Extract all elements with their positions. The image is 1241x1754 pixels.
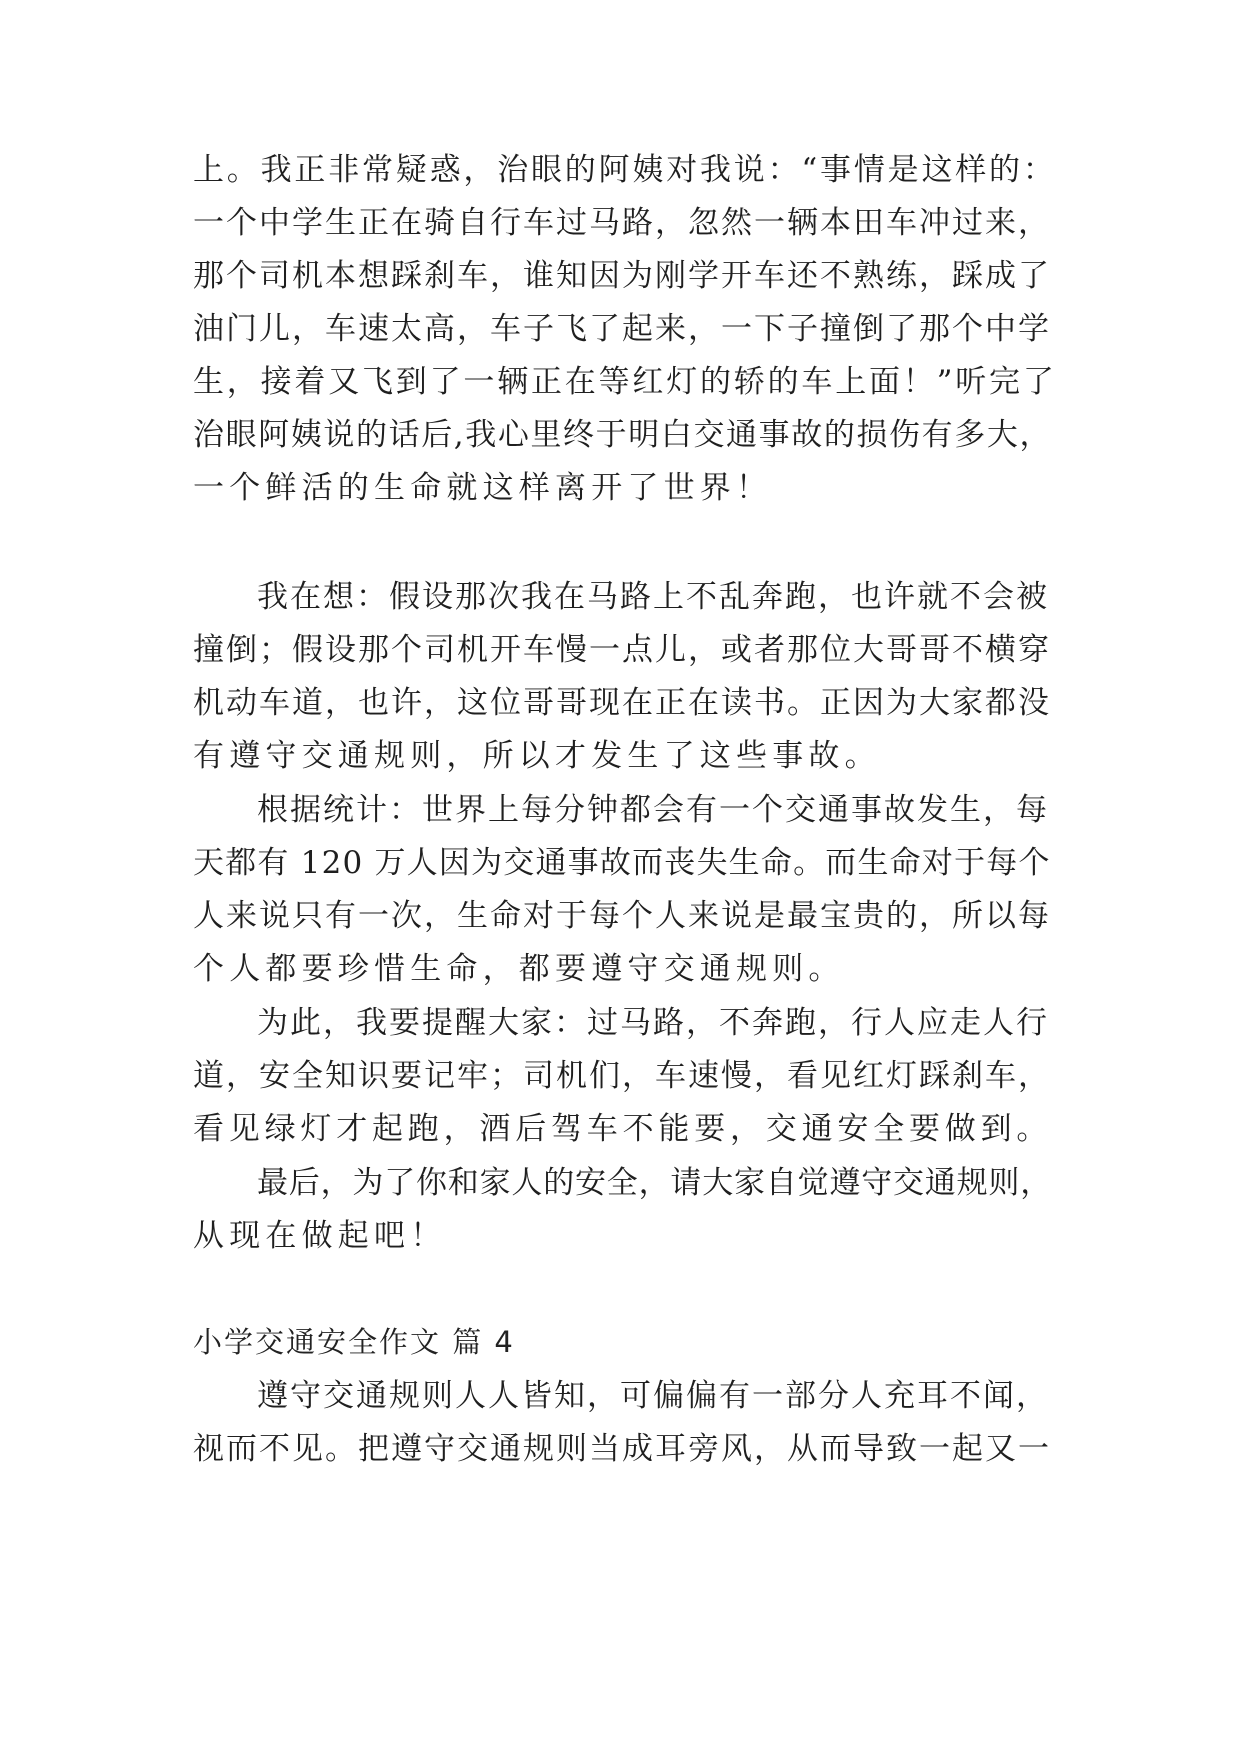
section-heading: 小学交通安全作文 篇 4 — [193, 1325, 515, 1359]
text-line: 根据统计：世界上每分钟都会有一个交通事故发生，每 — [257, 792, 1049, 828]
text-line: 有遵守交通规则，所以才发生了这些事故。 — [193, 738, 881, 774]
text-line: 为此，我要提醒大家：过马路，不奔跑，行人应走人行 — [257, 1005, 1049, 1041]
text-line: 我在想：假设那次我在马路上不乱奔跑，也许就不会被 — [257, 579, 1049, 615]
text-line: 看见绿灯才起跑，酒后驾车不能要，交通安全要做到。 — [193, 1111, 1053, 1147]
text-line: 人来说只有一次，生命对于每个人来说是最宝贵的，所以每 — [193, 898, 1051, 934]
text-line: 个人都要珍惜生命，都要遵守交通规则。 — [193, 951, 845, 987]
text-line: 最后，为了你和家人的安全，请大家自觉遵守交通规则， — [257, 1165, 1052, 1201]
text-line: 那个司机本想踩刹车，谁知因为刚学开车还不熟练，踩成了 — [193, 258, 1051, 294]
text-line: 天都有 120 万人因为交通事故而丧失生命。而生命对于每个 — [193, 845, 1051, 881]
text-line: 上。我正非常疑惑，治眼的阿姨对我说：“事情是这样的： — [193, 152, 1057, 188]
text-line: 从现在做起吧！ — [193, 1218, 447, 1254]
text-line: 撞倒；假设那个司机开车慢一点儿，或者那位大哥哥不横穿 — [193, 632, 1051, 668]
text-line: 一个中学生正在骑自行车过马路，忽然一辆本田车冲过来， — [193, 205, 1051, 241]
text-line: 道，安全知识要记牢；司机们，车速慢，看见红灯踩刹车， — [193, 1058, 1051, 1094]
text-line: 机动车道，也许，这位哥哥现在正在读书。正因为大家都没 — [193, 685, 1051, 721]
text-line: 油门儿，车速太高，车子飞了起来，一下子撞倒了那个中学 — [193, 311, 1051, 347]
text-line: 一个鲜活的生命就这样离开了世界！ — [193, 470, 773, 506]
text-line: 生，接着又飞到了一辆正在等红灯的轿的车上面！”听完了 — [193, 364, 1057, 400]
text-line: 视而不见。把遵守交通规则当成耳旁风，从而导致一起又一 — [193, 1431, 1051, 1467]
text-line: 治眼阿姨说的话后,我心里终于明白交通事故的损伤有多大， — [193, 417, 1053, 453]
text-line: 遵守交通规则人人皆知，可偏偏有一部分人充耳不闻， — [257, 1378, 1049, 1414]
